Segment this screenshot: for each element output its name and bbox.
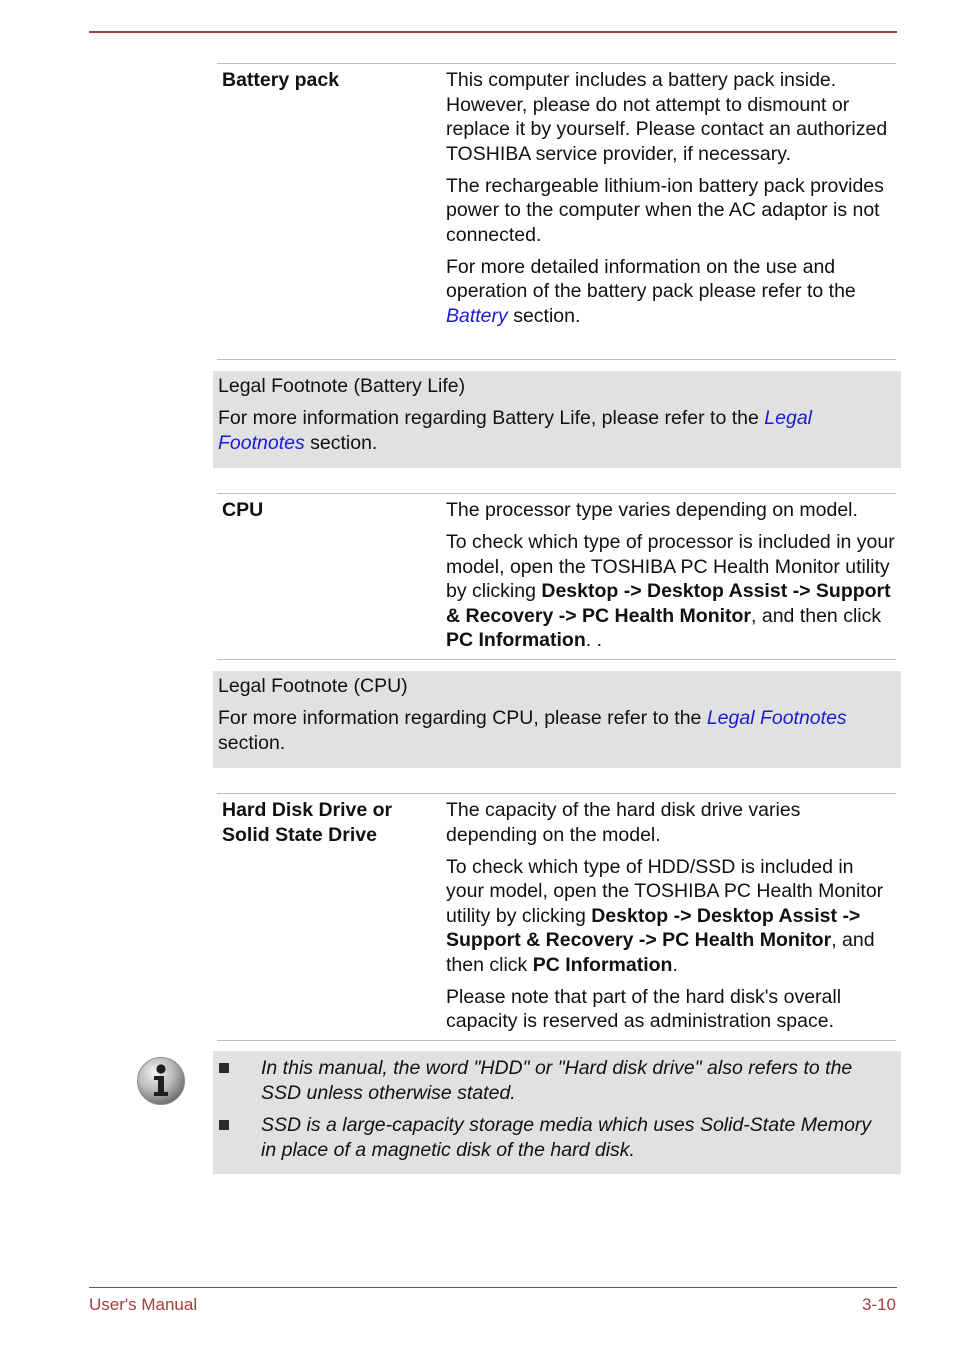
spec-row-hdd bbox=[217, 793, 896, 1041]
spec-paragraph: This computer includes a battery pack inside. However, please do not attempt to dismount or replace it by yourself. Please contact an authorized TOSHIBA service provider, if necessary. bbox=[446, 69, 888, 165]
spec-description bbox=[446, 794, 896, 1040]
header-rule bbox=[89, 31, 897, 33]
note-title: Legal Footnote (Battery Life) bbox=[218, 375, 466, 397]
legal-footnote-battery bbox=[213, 371, 901, 468]
info-note-box: In this manual, the word "HDD" or "Hard disk drive" also refers to the SSD unless otherwise stated. SSD is a large-capacity storage media which uses Solid-State Memory in place of a magnetic disk of the hard disk. bbox=[213, 1051, 901, 1174]
legal-footnotes-link[interactable]: Legal Footnotes bbox=[218, 407, 812, 454]
spec-paragraph: For more detailed information on the use and operation of the battery pack please refer to the Battery section. bbox=[446, 255, 856, 327]
legal-footnote-cpu bbox=[213, 671, 901, 768]
footer-rule bbox=[89, 1287, 897, 1288]
bullet-icon bbox=[219, 1120, 229, 1130]
bullet-icon bbox=[219, 1063, 229, 1073]
spec-description bbox=[446, 494, 896, 659]
note-title: Legal Footnote (CPU) bbox=[218, 675, 408, 697]
info-icon bbox=[136, 1056, 186, 1106]
legal-footnotes-link[interactable]: Legal Footnotes bbox=[706, 707, 847, 729]
note-text: For more information regarding CPU, please refer to the Legal Footnotes section. bbox=[218, 707, 847, 754]
spec-paragraph: To check which type of HDD/SSD is included in your model, open the TOSHIBA PC Health Monitor utility by clicking Desktop -> Desktop Assist -> Support & Recovery -> PC Health Monitor, and then click PC Information. bbox=[446, 855, 884, 976]
spec-row-cpu bbox=[217, 493, 896, 660]
spec-paragraph: To check which type of processor is included in your model, open the TOSHIBA PC Health Monitor utility by clicking Desktop -> Desktop Assist -> Support & Recovery -> PC Health Monitor, and then click PC Information. . bbox=[446, 531, 895, 651]
spec-paragraph: Please note that part of the hard disk's overall capacity is reserved as administration space. bbox=[446, 985, 842, 1032]
spec-row-battery bbox=[217, 63, 896, 360]
note-text: For more information regarding Battery Life, please refer to the Legal Footnotes section. bbox=[218, 407, 812, 454]
spec-description bbox=[446, 64, 896, 334]
spec-paragraph: The rechargeable lithium-ion battery pack provides power to the computer when the AC adaptor is not connected. bbox=[446, 174, 884, 246]
page-number: 3-10 bbox=[861, 1295, 896, 1314]
spec-term: Hard Disk Drive or Solid State Drive bbox=[222, 799, 393, 846]
footer-title: User's Manual bbox=[89, 1295, 198, 1314]
battery-link[interactable]: Battery bbox=[446, 304, 508, 327]
spec-paragraph: The processor type varies depending on model. bbox=[446, 499, 858, 521]
spec-paragraph: The capacity of the hard disk drive varies depending on the model. bbox=[446, 799, 801, 846]
spec-term: Battery pack bbox=[222, 69, 340, 91]
spec-term: CPU bbox=[222, 499, 264, 521]
